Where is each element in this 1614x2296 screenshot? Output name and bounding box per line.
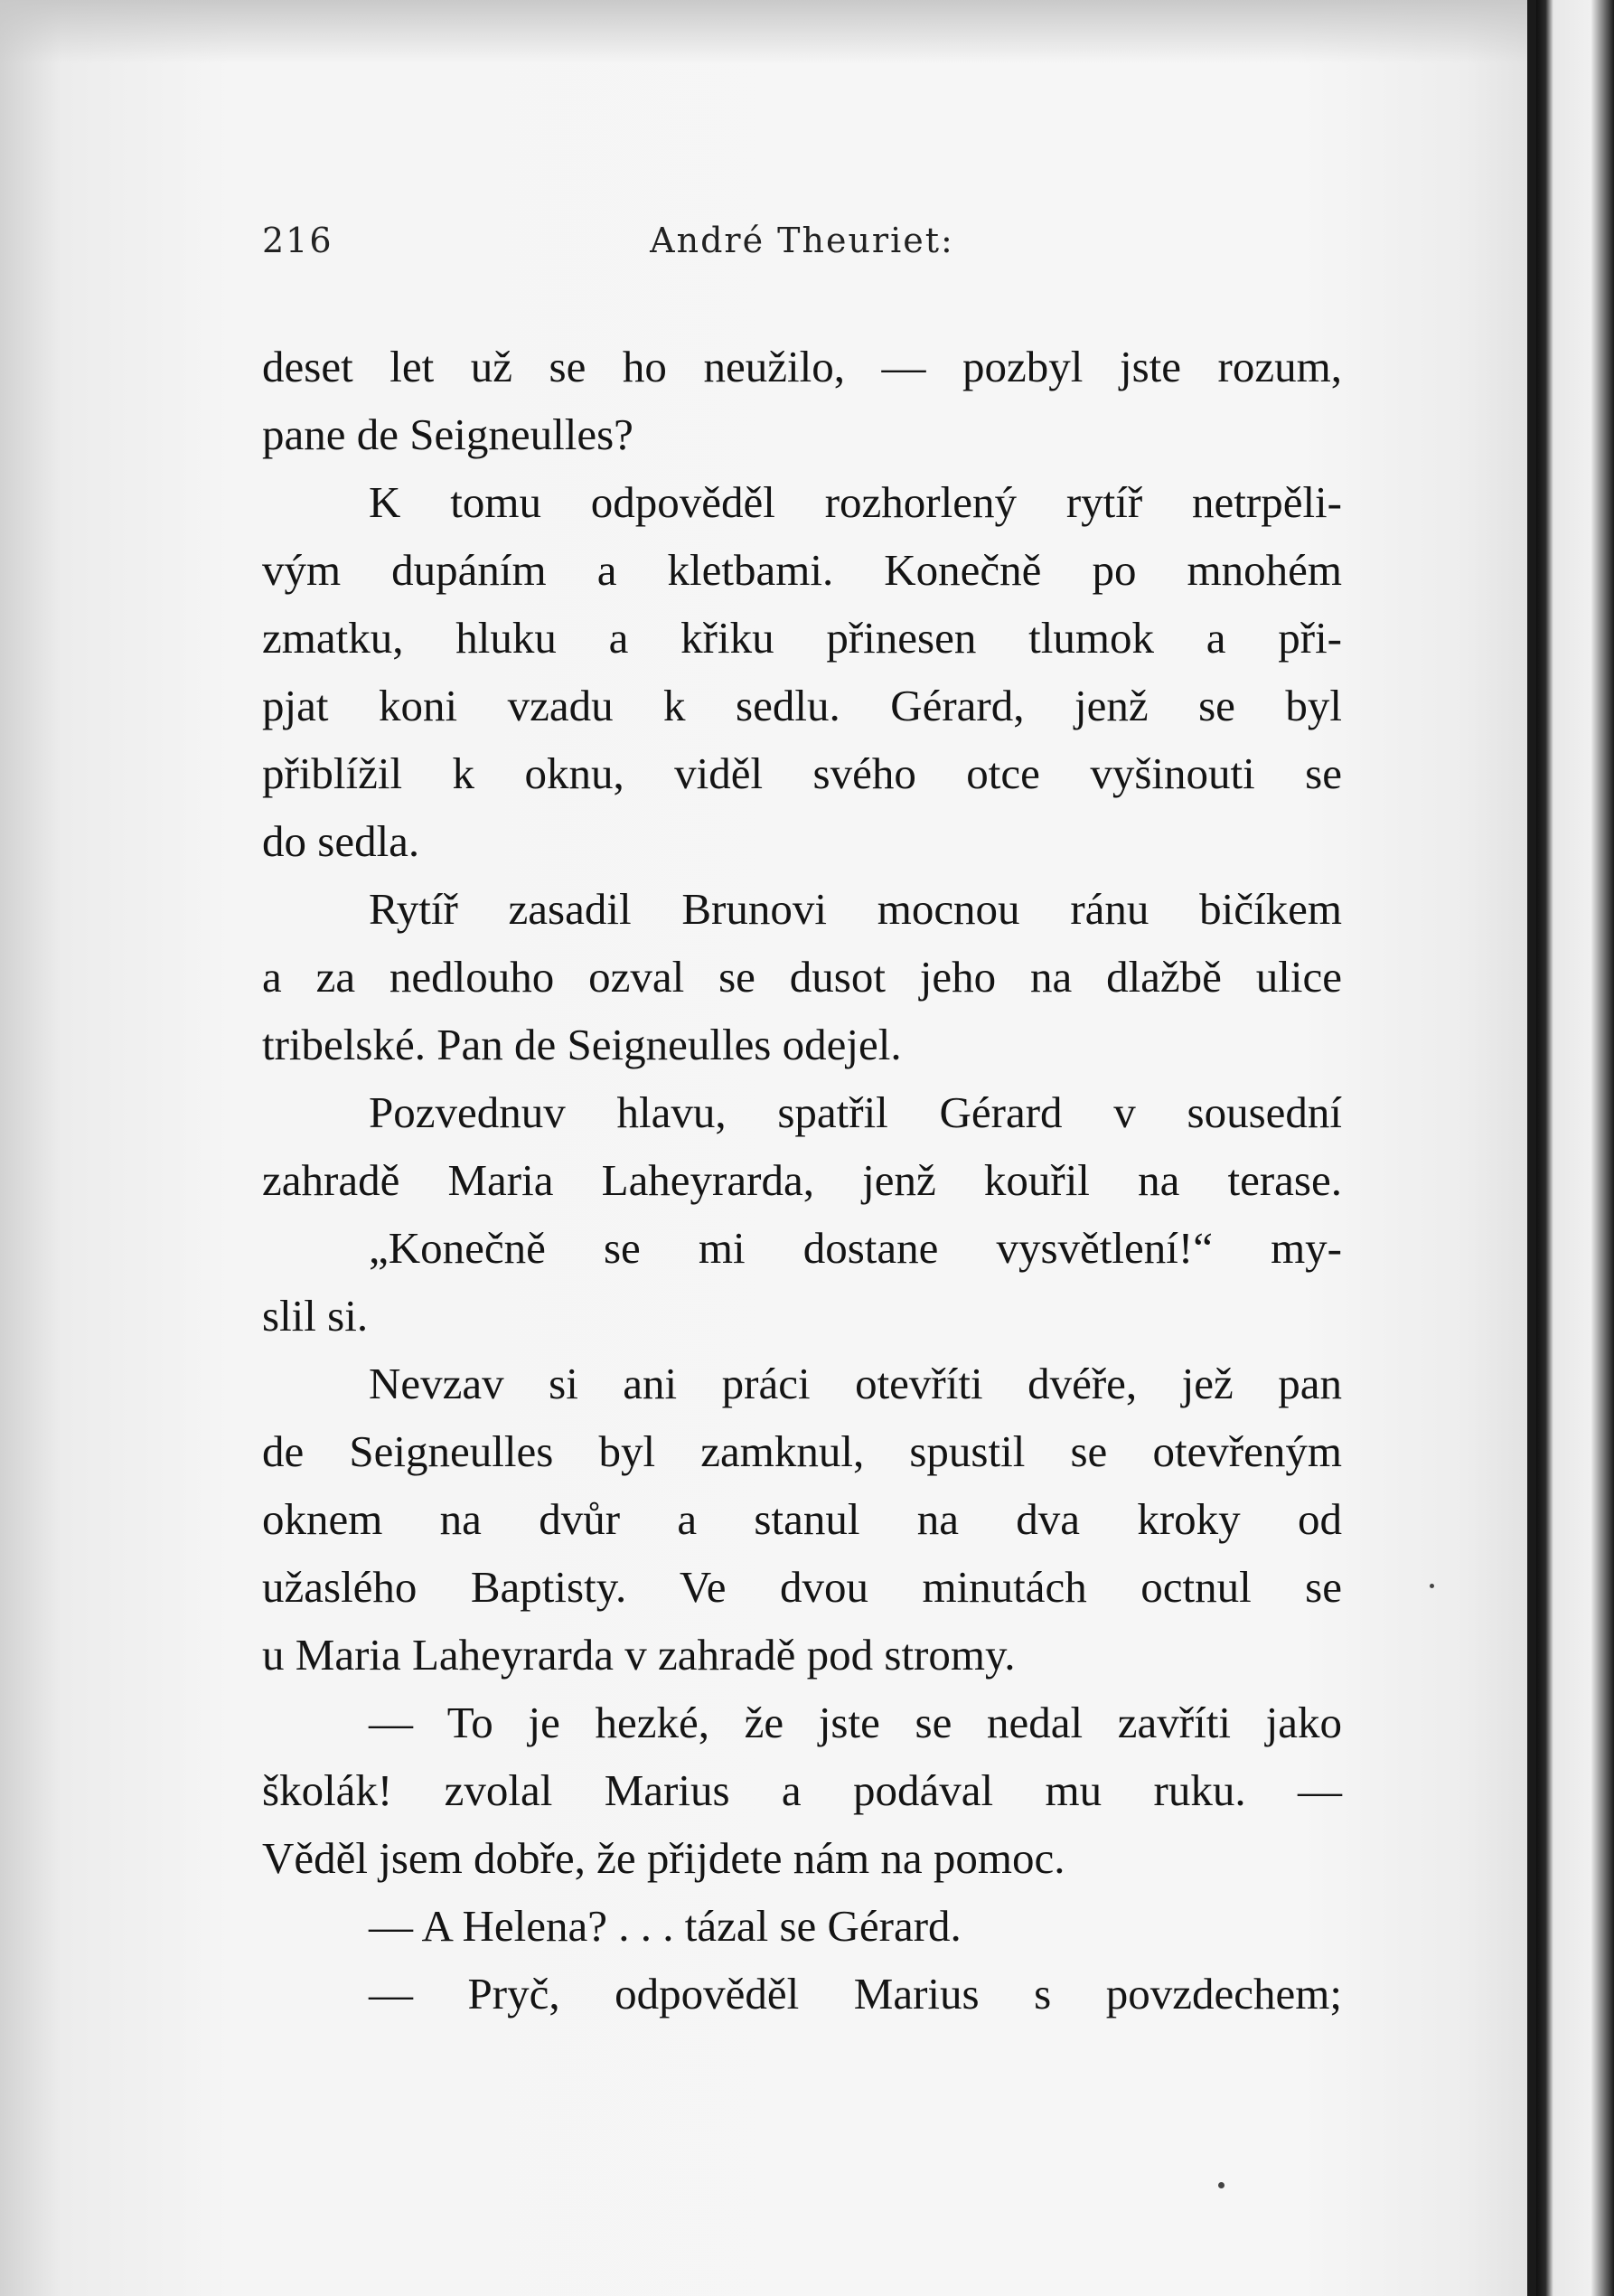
text-line: Nevzav si ani práci otevříti dvéře, jež pan [369, 1359, 1342, 1408]
text-line: zmatku, hluku a křiku přinesen tlumok a při- [262, 613, 1342, 663]
text-line: de Seigneulles byl zamknul, spustil se otevřeným [262, 1426, 1342, 1476]
text-line: u Maria Laheyrarda v zahradě pod stromy. [262, 1630, 1016, 1680]
print-speck [1430, 1584, 1434, 1588]
text-line: — To je hezké, že jste se nedal zavříti jako [369, 1698, 1342, 1747]
running-title: André Theuriet: [650, 221, 954, 260]
text-line: zahradě Maria Laheyrarda, jenž kouřil na terase. [262, 1155, 1342, 1205]
text-line: — A Helena? . . . tázal se Gérard. [369, 1901, 962, 1951]
text-line: vým dupáním a kletbami. Konečně po mnohém [262, 545, 1342, 595]
print-speck [1218, 2182, 1225, 2188]
text-line: slil si. [262, 1291, 369, 1341]
text-line: deset let už se ho neužilo, — pozbyl jste rozum, [262, 342, 1342, 391]
text-line: přiblížil k oknu, viděl svého otce vyšinouti se [262, 748, 1342, 798]
text-line: Rytíř zasadil Brunovi mocnou ránu bičíkem [369, 884, 1342, 934]
text-line: oknem na dvůr a stanul na dva kroky od [262, 1494, 1342, 1544]
text-line: pane de Seigneulles? [262, 409, 633, 459]
text-line: školák! zvolal Marius a podával mu ruku. — [262, 1765, 1342, 1815]
text-line: Věděl jsem dobře, že přijdete nám na pomoc. [262, 1833, 1065, 1883]
text-line: „Konečně se mi dostane vysvětlení!“ my- [369, 1223, 1342, 1273]
page-number: 216 [262, 221, 333, 260]
text-line: — Pryč, odpověděl Marius s povzdechem; [369, 1969, 1342, 2018]
running-head [262, 221, 1342, 266]
text-line: tribelské. Pan de Seigneulles odejel. [262, 1020, 902, 1069]
body-text [262, 333, 1342, 2028]
page-edge [1536, 0, 1614, 2296]
text-line: K tomu odpověděl rozhorlený rytíř netrpěli- [369, 477, 1342, 527]
text-line: a za nedlouho ozval se dusot jeho na dlažbě ulice [262, 952, 1342, 1002]
text-line: užaslého Baptisty. Ve dvou minutách octnul se [262, 1562, 1342, 1612]
text-line: Pozvednuv hlavu, spatřil Gérard v sousední [369, 1087, 1342, 1137]
text-line: pjat koni vzadu k sedlu. Gérard, jenž se byl [262, 681, 1342, 730]
text-line: do sedla. [262, 816, 420, 866]
